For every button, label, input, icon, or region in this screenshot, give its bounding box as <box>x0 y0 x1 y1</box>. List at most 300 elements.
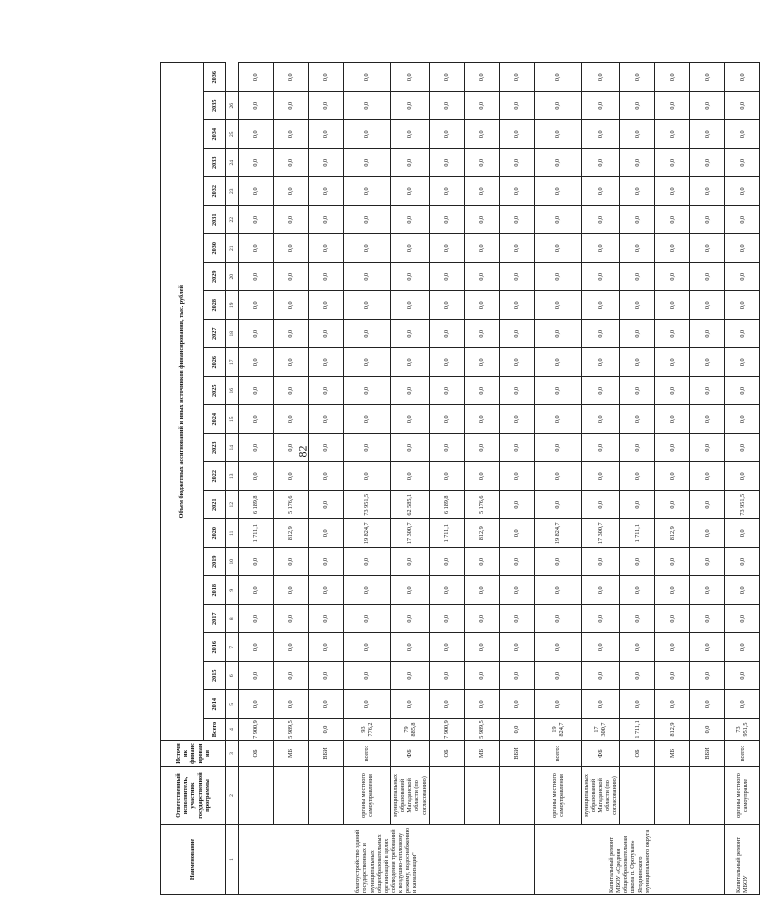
row-value: 0,0 <box>725 320 760 349</box>
row-value: 0,0 <box>534 462 581 491</box>
row-value: 0,0 <box>581 548 620 577</box>
row-value: 0,0 <box>581 63 620 92</box>
row-value: 0,0 <box>620 92 655 121</box>
row-value: 0,0 <box>725 662 760 691</box>
row-value: 0,0 <box>499 206 534 235</box>
row-value: 0,0 <box>620 434 655 463</box>
row-value: 0,0 <box>274 605 309 634</box>
row-value: 0,0 <box>309 548 344 577</box>
page-number: 82 <box>295 445 310 458</box>
row-value: 0,0 <box>344 605 391 634</box>
row-value: 0,0 <box>429 149 464 178</box>
row-source: ФБ <box>391 741 430 767</box>
row-total: 0,0 <box>499 719 534 741</box>
row-value: 0,0 <box>725 63 760 92</box>
header-year: 2023 <box>204 434 226 463</box>
row-value: 0,0 <box>391 177 430 206</box>
row-value: 0,0 <box>239 434 274 463</box>
row-value: 0,0 <box>725 177 760 206</box>
row-value: 0,0 <box>655 605 690 634</box>
row-value: 17 300,7 <box>581 519 620 548</box>
row-value: 812,9 <box>655 519 690 548</box>
row-value: 0,0 <box>274 576 309 605</box>
row-name: благоустройство зданий государственных и муниципальных общеобразовательных организаций в целях соблюдения требований к воздушно-тепловому режиму, водоснабжению и канализации" <box>239 825 535 895</box>
header-year: 2019 <box>204 548 226 577</box>
row-value: 0,0 <box>620 405 655 434</box>
header-year: 2034 <box>204 120 226 149</box>
row-value: 0,0 <box>429 690 464 719</box>
header-year: 2022 <box>204 462 226 491</box>
row-value: 0,0 <box>534 348 581 377</box>
column-index: 21 <box>226 234 239 263</box>
row-value: 0,0 <box>239 348 274 377</box>
row-responsible <box>309 767 344 825</box>
row-value: 0,0 <box>581 690 620 719</box>
row-value: 0,0 <box>274 462 309 491</box>
row-value: 0,0 <box>690 519 725 548</box>
table-row <box>274 63 309 895</box>
column-index: 4 <box>226 719 239 741</box>
table-row <box>239 63 274 895</box>
row-value: 0,0 <box>391 434 430 463</box>
row-value: 0,0 <box>581 291 620 320</box>
row-value: 0,0 <box>655 405 690 434</box>
row-value: 0,0 <box>620 548 655 577</box>
column-index: 6 <box>226 662 239 691</box>
row-value: 0,0 <box>499 320 534 349</box>
row-value: 0,0 <box>690 291 725 320</box>
header-year: 2021 <box>204 491 226 520</box>
row-value: 0,0 <box>725 548 760 577</box>
row-value: 0,0 <box>725 576 760 605</box>
row-total: 5 989,5 <box>274 719 309 741</box>
row-value: 0,0 <box>429 63 464 92</box>
row-value: 0,0 <box>690 633 725 662</box>
row-total: 0,0 <box>690 719 725 741</box>
column-index: 23 <box>226 177 239 206</box>
row-value: 0,0 <box>690 605 725 634</box>
row-value: 0,0 <box>499 662 534 691</box>
row-value: 0,0 <box>620 320 655 349</box>
row-value: 0,0 <box>239 92 274 121</box>
row-value: 0,0 <box>620 633 655 662</box>
row-value: 0,0 <box>499 519 534 548</box>
table-row <box>344 63 391 895</box>
row-value: 0,0 <box>499 405 534 434</box>
row-value: 0,0 <box>391 377 430 406</box>
row-value: 0,0 <box>274 320 309 349</box>
row-value: 0,0 <box>655 234 690 263</box>
row-value: 0,0 <box>620 491 655 520</box>
row-value: 0,0 <box>239 377 274 406</box>
row-value: 0,0 <box>391 291 430 320</box>
row-value: 0,0 <box>534 405 581 434</box>
table-row <box>429 63 464 895</box>
funding-table <box>160 62 760 895</box>
row-value: 0,0 <box>429 263 464 292</box>
row-value: 0,0 <box>534 291 581 320</box>
row-value: 0,0 <box>274 149 309 178</box>
row-value: 0,0 <box>309 405 344 434</box>
row-value: 0,0 <box>725 348 760 377</box>
row-value: 0,0 <box>391 662 430 691</box>
row-value: 0,0 <box>309 662 344 691</box>
row-value: 0,0 <box>499 177 534 206</box>
row-value: 0,0 <box>239 462 274 491</box>
row-value: 0,0 <box>534 377 581 406</box>
row-value: 0,0 <box>690 263 725 292</box>
row-value: 0,0 <box>464 462 499 491</box>
row-value: 0,0 <box>581 92 620 121</box>
column-index: 5 <box>226 690 239 719</box>
row-value: 0,0 <box>534 633 581 662</box>
row-value: 0,0 <box>464 263 499 292</box>
row-value: 0,0 <box>620 206 655 235</box>
row-value: 0,0 <box>655 434 690 463</box>
row-value: 0,0 <box>309 690 344 719</box>
header-year: 2017 <box>204 605 226 634</box>
row-value: 0,0 <box>655 177 690 206</box>
row-value: 73 951,5 <box>725 491 760 520</box>
row-value: 0,0 <box>391 348 430 377</box>
header-year: 2029 <box>204 263 226 292</box>
row-value: 6 189,8 <box>429 491 464 520</box>
row-value: 0,0 <box>725 605 760 634</box>
row-value: 0,0 <box>690 206 725 235</box>
row-value: 0,0 <box>429 605 464 634</box>
row-value: 0,0 <box>344 576 391 605</box>
row-value: 0,0 <box>391 206 430 235</box>
row-value: 0,0 <box>499 434 534 463</box>
row-value: 0,0 <box>429 234 464 263</box>
header-year: 2035 <box>204 92 226 121</box>
row-value: 0,0 <box>309 291 344 320</box>
row-value: 0,0 <box>344 291 391 320</box>
row-value: 0,0 <box>534 662 581 691</box>
row-value: 0,0 <box>690 462 725 491</box>
header-year: 2026 <box>204 348 226 377</box>
row-value: 0,0 <box>464 377 499 406</box>
row-value: 0,0 <box>344 405 391 434</box>
header-year: 2024 <box>204 405 226 434</box>
row-value: 0,0 <box>239 206 274 235</box>
row-value: 0,0 <box>344 348 391 377</box>
row-value: 0,0 <box>391 633 430 662</box>
row-value: 0,0 <box>499 377 534 406</box>
row-value: 0,0 <box>239 149 274 178</box>
row-value: 0,0 <box>391 263 430 292</box>
row-responsible <box>499 767 534 825</box>
column-index: 20 <box>226 263 239 292</box>
row-value: 0,0 <box>429 92 464 121</box>
table-row <box>690 63 725 895</box>
row-value: 0,0 <box>239 576 274 605</box>
column-index: 9 <box>226 576 239 605</box>
row-value: 0,0 <box>239 291 274 320</box>
row-value: 0,0 <box>309 576 344 605</box>
row-value: 0,0 <box>620 690 655 719</box>
row-value: 0,0 <box>581 320 620 349</box>
row-value: 0,0 <box>344 177 391 206</box>
row-value: 0,0 <box>690 548 725 577</box>
row-value: 0,0 <box>690 491 725 520</box>
row-value: 0,0 <box>620 263 655 292</box>
row-total: 7 900,9 <box>239 719 274 741</box>
row-value: 0,0 <box>690 576 725 605</box>
row-value: 0,0 <box>581 633 620 662</box>
table-row <box>655 63 690 895</box>
header-year: 2020 <box>204 519 226 548</box>
header-funding-title: Объем бюджетных ассигнований и иных источников финансирования, тыс. рублей <box>161 63 204 741</box>
row-source: всего: <box>344 741 391 767</box>
row-responsible: муниципальных образований Магаданской области (по согласованию) <box>581 767 620 825</box>
row-value: 0,0 <box>464 234 499 263</box>
row-value: 0,0 <box>274 548 309 577</box>
row-value: 0,0 <box>655 263 690 292</box>
row-value: 0,0 <box>534 149 581 178</box>
row-value: 0,0 <box>309 263 344 292</box>
row-value: 0,0 <box>725 263 760 292</box>
row-value: 0,0 <box>309 633 344 662</box>
row-value: 812,9 <box>274 519 309 548</box>
row-value: 1 711,1 <box>429 519 464 548</box>
row-total: 7 900,9 <box>429 719 464 741</box>
row-value: 0,0 <box>655 548 690 577</box>
row-value: 0,0 <box>429 177 464 206</box>
row-value: 0,0 <box>391 576 430 605</box>
row-source: МБ <box>274 741 309 767</box>
header-year: 2032 <box>204 177 226 206</box>
row-value: 0,0 <box>534 491 581 520</box>
header-name: Наименование <box>161 825 226 895</box>
row-value: 0,0 <box>391 234 430 263</box>
row-value: 0,0 <box>581 206 620 235</box>
row-value: 0,0 <box>464 548 499 577</box>
row-value: 0,0 <box>344 462 391 491</box>
row-value: 0,0 <box>274 633 309 662</box>
table-row <box>620 63 655 895</box>
header-year: 2014 <box>204 690 226 719</box>
row-value: 0,0 <box>274 434 309 463</box>
row-value: 0,0 <box>620 348 655 377</box>
row-value: 0,0 <box>690 320 725 349</box>
row-name: Капитальный ремонт МБОУ «Средняя общеобразовательная школа п. Оротукан» Ягоднинского муниципального округа <box>534 825 725 895</box>
row-value: 0,0 <box>690 92 725 121</box>
row-value: 0,0 <box>581 377 620 406</box>
row-value: 0,0 <box>655 633 690 662</box>
row-value: 0,0 <box>239 405 274 434</box>
row-value: 0,0 <box>464 120 499 149</box>
row-value: 0,0 <box>725 92 760 121</box>
row-value: 0,0 <box>534 92 581 121</box>
row-value: 19 824,7 <box>344 519 391 548</box>
row-value: 0,0 <box>309 92 344 121</box>
row-value: 0,0 <box>655 92 690 121</box>
row-value: 0,0 <box>391 548 430 577</box>
row-value: 0,0 <box>344 662 391 691</box>
column-index: 7 <box>226 633 239 662</box>
row-value: 0,0 <box>655 576 690 605</box>
row-value: 0,0 <box>464 348 499 377</box>
column-index: 3 <box>226 741 239 767</box>
row-value: 0,0 <box>499 633 534 662</box>
row-value: 0,0 <box>499 263 534 292</box>
row-source: всего: <box>534 741 581 767</box>
row-value: 0,0 <box>581 434 620 463</box>
row-value: 0,0 <box>344 320 391 349</box>
row-value: 0,0 <box>690 120 725 149</box>
row-value: 0,0 <box>274 234 309 263</box>
row-value: 0,0 <box>391 63 430 92</box>
row-value: 0,0 <box>620 63 655 92</box>
column-index: 17 <box>226 348 239 377</box>
row-value: 0,0 <box>725 519 760 548</box>
row-value: 0,0 <box>499 234 534 263</box>
row-value: 0,0 <box>499 690 534 719</box>
row-value: 0,0 <box>464 291 499 320</box>
row-value: 812,9 <box>464 519 499 548</box>
row-value: 0,0 <box>690 177 725 206</box>
column-index: 16 <box>226 377 239 406</box>
row-value: 0,0 <box>239 120 274 149</box>
column-index: 22 <box>226 206 239 235</box>
column-index: 2 <box>226 767 239 825</box>
row-value: 0,0 <box>239 633 274 662</box>
header-year: 2027 <box>204 320 226 349</box>
row-value: 0,0 <box>344 434 391 463</box>
row-value: 0,0 <box>499 63 534 92</box>
row-responsible: муниципальных образований Магаданской области (по согласованию) <box>391 767 430 825</box>
row-value: 0,0 <box>581 662 620 691</box>
row-value: 0,0 <box>344 206 391 235</box>
row-value: 0,0 <box>429 206 464 235</box>
row-value: 0,0 <box>344 690 391 719</box>
row-value: 5 176,6 <box>464 491 499 520</box>
header-responsible: Ответственный исполнитель, участник государственной программы <box>161 767 226 825</box>
row-value: 0,0 <box>344 149 391 178</box>
table-row <box>725 63 760 895</box>
row-value: 0,0 <box>239 605 274 634</box>
row-value: 0,0 <box>655 63 690 92</box>
row-value: 0,0 <box>429 462 464 491</box>
row-value: 1 711,1 <box>620 519 655 548</box>
column-index: 12 <box>226 491 239 520</box>
row-value: 0,0 <box>655 120 690 149</box>
row-value: 0,0 <box>581 177 620 206</box>
row-value: 0,0 <box>655 348 690 377</box>
row-value: 0,0 <box>344 234 391 263</box>
table-row <box>534 63 581 895</box>
row-value: 0,0 <box>725 206 760 235</box>
row-value: 0,0 <box>534 206 581 235</box>
row-value: 0,0 <box>239 63 274 92</box>
row-value: 0,0 <box>464 206 499 235</box>
row-source: МБ <box>464 741 499 767</box>
row-responsible <box>620 767 655 825</box>
column-index: 24 <box>226 149 239 178</box>
row-value: 0,0 <box>309 149 344 178</box>
row-value: 0,0 <box>499 576 534 605</box>
row-value: 0,0 <box>429 120 464 149</box>
row-total: 79 885,8 <box>391 719 430 741</box>
row-value: 0,0 <box>690 149 725 178</box>
row-value: 0,0 <box>534 576 581 605</box>
row-value: 0,0 <box>309 462 344 491</box>
row-value: 0,0 <box>499 548 534 577</box>
row-value: 0,0 <box>581 149 620 178</box>
column-index: 1 <box>226 825 239 895</box>
row-value: 0,0 <box>499 92 534 121</box>
row-value: 0,0 <box>274 120 309 149</box>
row-source: ВБИ <box>499 741 534 767</box>
row-value: 0,0 <box>344 120 391 149</box>
row-value: 0,0 <box>464 662 499 691</box>
row-value: 0,0 <box>581 234 620 263</box>
row-value: 0,0 <box>534 548 581 577</box>
row-value: 0,0 <box>274 348 309 377</box>
row-total: 5 989,5 <box>464 719 499 741</box>
header-year: 2015 <box>204 662 226 691</box>
row-total: 93 776,2 <box>344 719 391 741</box>
row-value: 0,0 <box>620 576 655 605</box>
row-responsible <box>655 767 690 825</box>
row-value: 0,0 <box>655 377 690 406</box>
row-value: 0,0 <box>655 149 690 178</box>
row-value: 73 951,5 <box>344 491 391 520</box>
column-index: 8 <box>226 605 239 634</box>
row-value: 0,0 <box>620 177 655 206</box>
row-value: 0,0 <box>581 462 620 491</box>
row-value: 19 824,7 <box>534 519 581 548</box>
row-value: 0,0 <box>309 377 344 406</box>
row-value: 0,0 <box>429 377 464 406</box>
row-value: 0,0 <box>534 120 581 149</box>
row-value: 6 189,8 <box>239 491 274 520</box>
column-index: 18 <box>226 320 239 349</box>
row-value: 0,0 <box>239 234 274 263</box>
row-value: 0,0 <box>464 434 499 463</box>
row-value: 0,0 <box>534 234 581 263</box>
row-value: 0,0 <box>464 320 499 349</box>
row-value: 0,0 <box>655 491 690 520</box>
row-value: 0,0 <box>725 434 760 463</box>
header-year: 2036 <box>204 63 226 92</box>
row-value: 0,0 <box>534 434 581 463</box>
row-value: 0,0 <box>309 605 344 634</box>
row-value: 0,0 <box>534 263 581 292</box>
column-index: 19 <box>226 291 239 320</box>
row-value: 0,0 <box>464 405 499 434</box>
row-value: 0,0 <box>534 690 581 719</box>
row-value: 0,0 <box>391 320 430 349</box>
row-value: 0,0 <box>499 149 534 178</box>
row-value: 0,0 <box>690 690 725 719</box>
row-value: 0,0 <box>309 206 344 235</box>
row-value: 0,0 <box>725 462 760 491</box>
row-value: 0,0 <box>391 120 430 149</box>
table-row <box>581 63 620 895</box>
header-year: 2031 <box>204 206 226 235</box>
row-value: 0,0 <box>690 405 725 434</box>
row-value: 0,0 <box>239 320 274 349</box>
row-value: 0,0 <box>274 662 309 691</box>
row-value: 0,0 <box>309 348 344 377</box>
row-responsible: органы местного самоуправле <box>725 767 760 825</box>
row-value: 0,0 <box>690 662 725 691</box>
row-value: 0,0 <box>309 320 344 349</box>
row-value: 0,0 <box>581 605 620 634</box>
row-value: 0,0 <box>429 434 464 463</box>
